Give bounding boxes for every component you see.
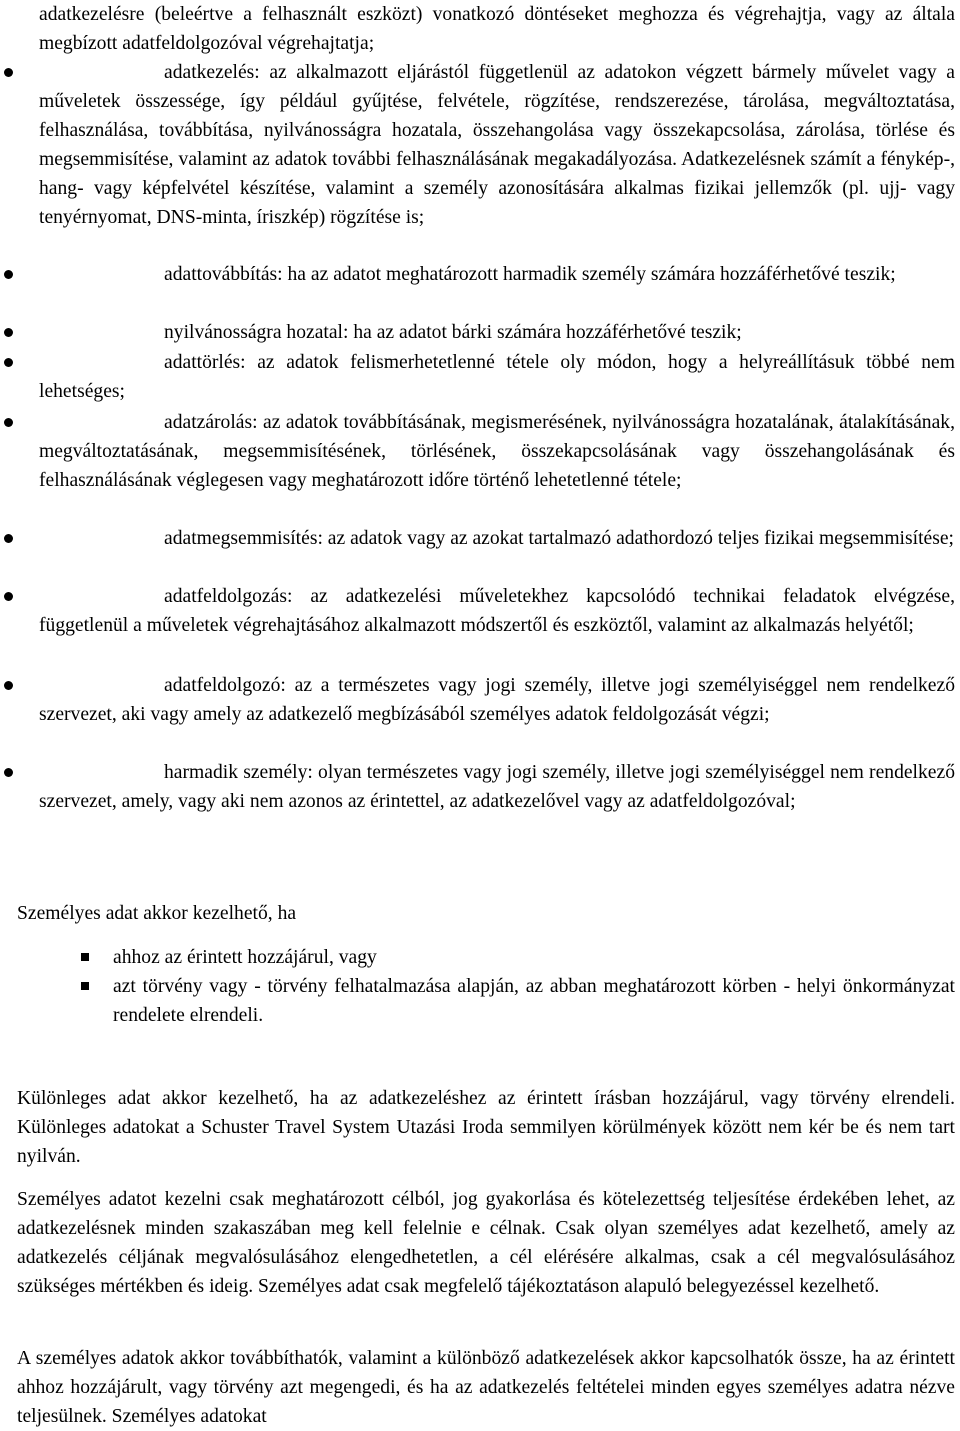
condition-text: azt törvény vagy - törvény felhatalmazása alapján, az abban meghatározott körben - helyi önkormányzat rendelete elrendeli. bbox=[113, 976, 955, 1026]
bullet-icon bbox=[4, 534, 13, 543]
definition-text: adatzárolás: az adatok továbbításának, megismerésének, nyilvánosságra hozatalának, átalakításának, megváltoztatásának, megsemmisítésének, törlésének, összekapcsolásának vagy összehangolásának és felhasználásának véglegesen vagy meghatározott időre történő lehetetlenné tétele; bbox=[39, 412, 955, 491]
bullet-icon bbox=[4, 768, 13, 777]
definition-text: adatmegsemmisítés: az adatok vagy az azokat tartalmazó adathordozó teljes fizikai megsemmisítése; bbox=[164, 528, 954, 549]
definition-text: adatfeldolgozó: az a természetes vagy jogi személy, illetve jogi személyiséggel nem rendelkező szervezet, aki vagy amely az adatkezelő megbízásából személyes adatok feldolgozását végzi; bbox=[39, 675, 955, 725]
paragraph: Különleges adat akkor kezelhető, ha az adatkezeléshez az érintett írásban hozzájárul, vagy törvény elrendeli. Különleges adatokat a Schuster Travel System Utazási Iroda semmilyen körülmények között nem kér be és nem tart nyilván. bbox=[17, 1088, 955, 1167]
bullet-icon bbox=[4, 270, 13, 279]
definition-item bbox=[39, 58, 955, 232]
conditions-heading: Személyes adat akkor kezelhető, ha bbox=[17, 903, 297, 924]
definition-item bbox=[39, 671, 955, 729]
condition-item bbox=[113, 972, 955, 1030]
definition-item bbox=[39, 524, 955, 553]
square-bullet-icon bbox=[81, 982, 89, 990]
bullet-icon bbox=[4, 681, 13, 690]
bullet-icon bbox=[4, 68, 13, 77]
definition-text: adatkezelés: az alkalmazott eljárástól függetlenül az adatokon végzett bármely művelet vagy a műveletek összessége, így például gyűjtése, felvétele, rögzítése, rendszerezése, tárolása, megváltoztatása, felhasználása, továbbítása, nyilvánosságra hozatala, összehangolása vagy összekapcsolása, zárolása, törlése és megsemmisítése, valamint az adatok további felhasználásának megakadályozása. Adatkezelésnek számít a fénykép-, hang- vagy képfelvétel készítése, valamint a személy azonosítására alkalmas fizikai jellemzők (pl. ujj- vagy tenyérnyomat, DNS-minta, íriszkép) rögzítése is; bbox=[39, 62, 955, 228]
bullet-icon bbox=[4, 328, 13, 337]
condition-text: ahhoz az érintett hozzájárul, vagy bbox=[113, 947, 377, 968]
square-bullet-icon bbox=[81, 953, 89, 961]
definition-item bbox=[39, 582, 955, 640]
continuation-text: adatkezelésre (beleértve a felhasznált eszközt) vonatkozó döntéseket meghozza és végrehajtja, vagy az általa megbízott adatfeldolgozóval végrehajtatja; bbox=[39, 4, 955, 54]
definition-item bbox=[39, 408, 955, 495]
bullet-icon bbox=[4, 592, 13, 601]
definition-text: adattovábbítás: ha az adatot meghatározott harmadik személy számára hozzáférhetővé teszik; bbox=[164, 264, 896, 285]
definition-text: harmadik személy: olyan természetes vagy jogi személy, illetve jogi személyiséggel nem rendelkező szervezet, amely, vagy aki nem azonos az érintettel, az adatkezelővel vagy az adatfeldolgozóval; bbox=[39, 762, 955, 812]
definition-text: adatfeldolgozás: az adatkezelési műveletekhez kapcsolódó technikai feladatok elvégzése, függetlenül a műveletek végrehajtásához alkalmazott módszertől és eszköztől, valamint az alkalmazás helyétől; bbox=[39, 586, 955, 636]
definition-item bbox=[39, 758, 955, 816]
definition-item bbox=[39, 348, 955, 406]
paragraph: Személyes adatot kezelni csak meghatározott célból, jog gyakorlása és kötelezettség teljesítése érdekében lehet, az adatkezelésnek minden szakaszában meg kell felelnie e célnak. Csak olyan személyes adat kezelhető, amely az adatkezelés céljának megvalósulásához elengedhetetlen, a cél elérésére alkalmas, csak a cél megvalósulásához szükséges mértékben és ideig. Személyes adat csak megfelelő tájékoztatáson alapuló belegyezéssel kezelhető. bbox=[17, 1189, 955, 1297]
definition-item bbox=[39, 318, 955, 347]
definition-item bbox=[39, 260, 955, 289]
condition-item bbox=[113, 943, 955, 972]
bullet-icon bbox=[4, 358, 13, 367]
definition-text: adattörlés: az adatok felismerhetetlenné tétele oly módon, hogy a helyreállításuk többé nem lehetséges; bbox=[39, 352, 955, 402]
bullet-icon bbox=[4, 418, 13, 427]
paragraph: A személyes adatok akkor továbbíthatók, valamint a különböző adatkezelések akkor kapcsolhatók össze, ha az érintett ahhoz hozzájárult, vagy törvény azt megengedi, és ha az adatkezelés feltételei minden egyes személyes adatra nézve teljesülnek. Személyes adatokat bbox=[17, 1348, 955, 1427]
definition-text: nyilvánosságra hozatal: ha az adatot bárki számára hozzáférhetővé teszik; bbox=[164, 322, 742, 343]
